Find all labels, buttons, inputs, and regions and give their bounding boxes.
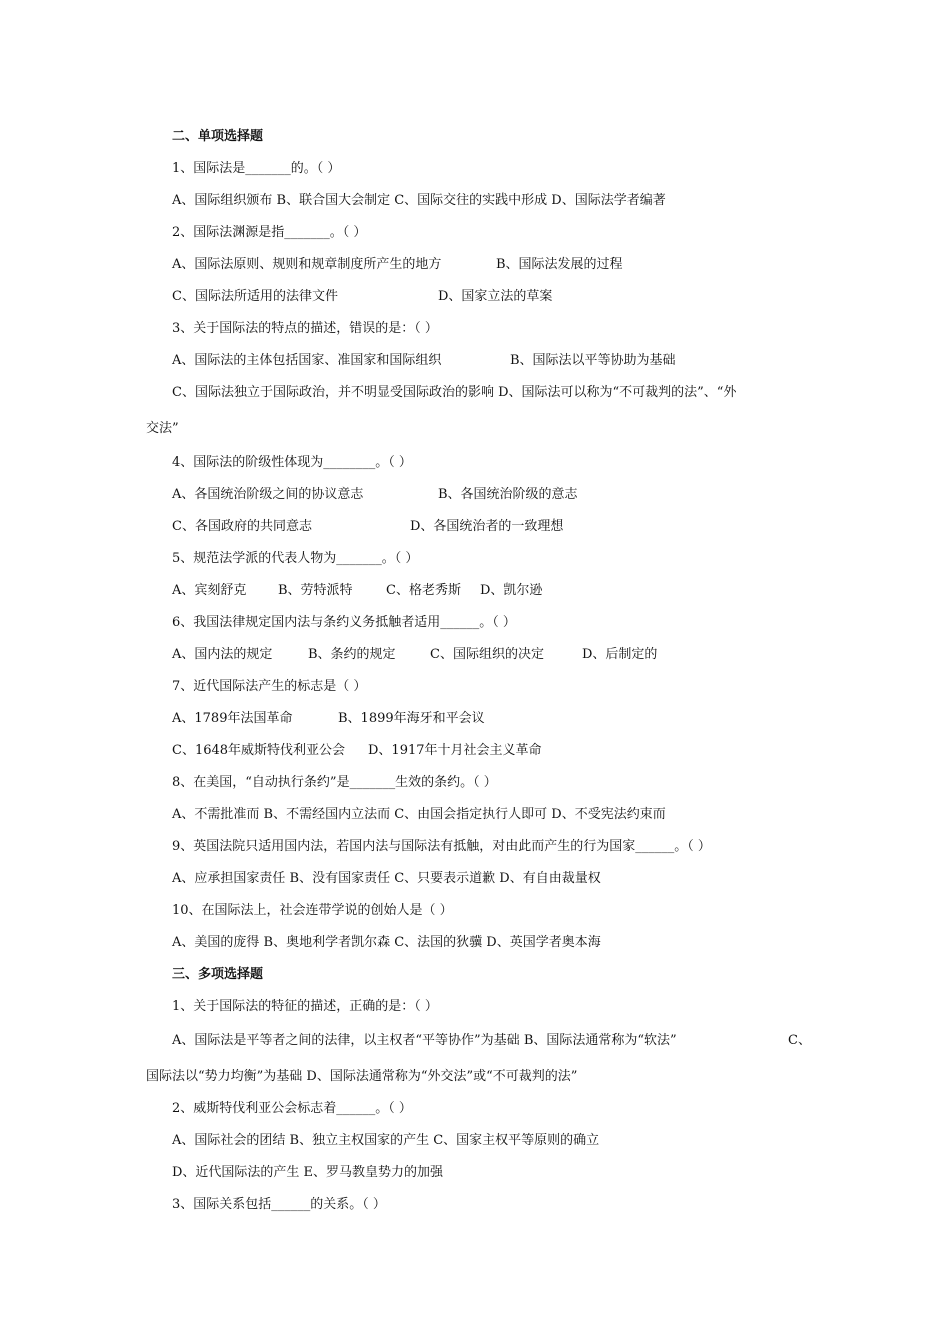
option-d: D、1917年十月社会主义革命 (368, 743, 542, 758)
option-d: D、国家立法的草案 (438, 289, 553, 304)
option-b: B、各国统治阶级的意志 (438, 487, 578, 502)
option-a: A、国际法原则、规则和规章制度所产生的地方 (172, 257, 442, 272)
option-c: C、各国政府的共同意志 (172, 519, 312, 534)
question-stem: 3、关于国际法的特点的描述，错误的是：（ ） (172, 321, 438, 336)
question-stem: 5、规范法学派的代表人物为_______。（ ） (172, 551, 419, 566)
section-heading-multiple-choice: 三、多项选择题 (172, 967, 264, 982)
question-stem: 9、英国法院只适用国内法，若国内法与国际法有抵触，对由此而产生的行为国家______。（ ） (172, 839, 711, 854)
question-stem: 1、关于国际法的特征的描述，正确的是：（ ） (172, 999, 438, 1014)
option-c-label: C、 (788, 1033, 811, 1048)
question-stem: 4、国际法的阶级性体现为________。（ ） (172, 455, 412, 470)
option-a: A、国内法的规定 (172, 647, 273, 662)
option-c: C、格老秀斯 (386, 583, 461, 598)
question-options-continued: 国际法以“势力均衡”为基础 D、国际法通常称为“外交法”或“不可裁判的法” (146, 1069, 578, 1084)
question-options: A、国际社会的团结 B、独立主权国家的产生 C、国家主权平等原则的确立 (172, 1133, 600, 1148)
option-a: A、宾刻舒克 (172, 583, 247, 598)
option-b: B、1899年海牙和平会议 (338, 711, 485, 726)
option-d: D、凯尔逊 (480, 583, 543, 598)
question-stem: 3、国际关系包括______的关系。（ ） (172, 1197, 386, 1212)
option-ab: A、国际法是平等者之间的法律，以主权者“平等协作”为基础 B、国际法通常称为“软法” (172, 1033, 677, 1048)
question-options: A、美国的庞得 B、奥地利学者凯尔森 C、法国的狄骥 D、英国学者奥本海 (172, 935, 601, 950)
question-stem: 2、国际法渊源是指_______。（ ） (172, 225, 367, 240)
option-c: C、国际组织的决定 (430, 647, 544, 662)
question-stem: 1、国际法是_______的。（ ） (172, 161, 341, 176)
question-stem: 7、近代国际法产生的标志是（ ） (172, 679, 367, 694)
question-options: C、国际法独立于国际政治，并不明显受国际政治的影响 D、国际法可以称为“不可裁判的法”、“外 (172, 385, 737, 400)
question-stem: 10、在国际法上，社会连带学说的创始人是（ ） (172, 903, 453, 918)
question-options-continued: 交法” (146, 421, 179, 436)
question-stem: 2、威斯特伐利亚公会标志着______。（ ） (172, 1101, 412, 1116)
option-a: A、各国统治阶级之间的协议意志 (172, 487, 364, 502)
option-b: B、劳特派特 (278, 583, 353, 598)
question-options: A、国际组织颁布 B、联合国大会制定 C、国际交往的实践中形成 D、国际法学者编著 (172, 193, 666, 208)
question-options: A、应承担国家责任 B、没有国家责任 C、只要表示道歉 D、有自由裁量权 (172, 871, 601, 886)
option-c: C、1648年威斯特伐利亚公会 (172, 743, 346, 758)
question-stem: 6、我国法律规定国内法与条约义务抵触者适用______。（ ） (172, 615, 516, 630)
question-options: D、近代国际法的产生 E、罗马教皇势力的加强 (172, 1165, 444, 1180)
option-a: A、1789年法国革命 (172, 711, 293, 726)
option-b: B、国际法以平等协助为基础 (510, 353, 676, 368)
section-heading-single-choice: 二、单项选择题 (172, 129, 264, 144)
option-a: A、国际法的主体包括国家、准国家和国际组织 (172, 353, 442, 368)
option-d: D、各国统治者的一致理想 (410, 519, 564, 534)
question-stem: 8、在美国，“自动执行条约”是_______生效的条约。（ ） (172, 775, 497, 790)
option-b: B、国际法发展的过程 (496, 257, 623, 272)
option-c: C、国际法所适用的法律文件 (172, 289, 338, 304)
option-b: B、条约的规定 (308, 647, 396, 662)
option-d: D、后制定的 (582, 647, 658, 662)
question-options: A、不需批准而 B、不需经国内立法而 C、由国会指定执行人即可 D、不受宪法约束而 (172, 807, 666, 822)
